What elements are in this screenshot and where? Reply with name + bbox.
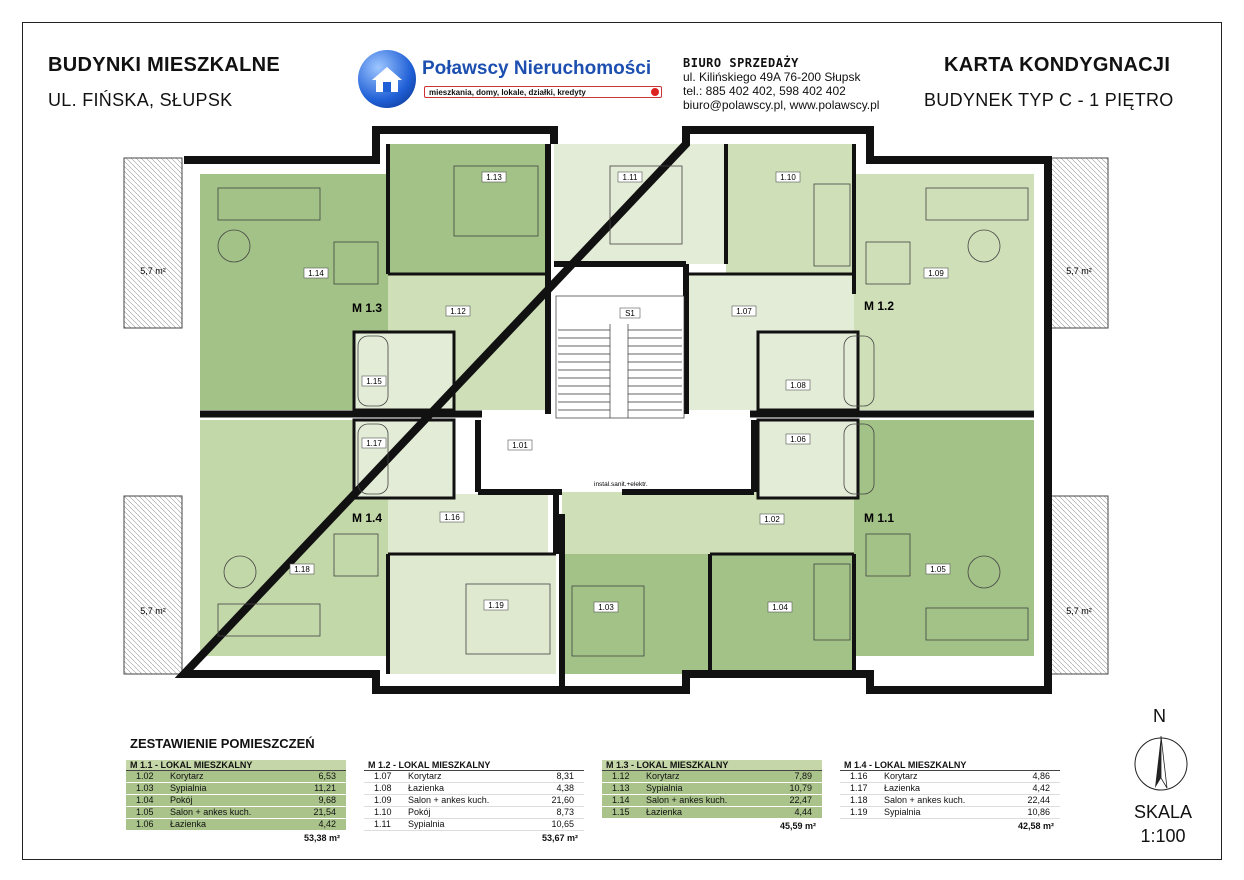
table-row: 1.15 Łazienka 4,44 [602,807,822,819]
room-1-16 [388,494,548,554]
table-m13 [602,760,822,833]
apartment-label-m12: M 1.2 [864,299,895,313]
table-row: 1.02 Korytarz 6,53 [126,771,346,783]
north-label: N [1153,706,1166,726]
balcony-area-sw: 5,7 m² [140,606,166,616]
apartment-label-m14: M 1.4 [352,511,383,525]
label-1-19 [484,600,508,610]
label-1-08 [786,380,810,390]
room-label-1-14: 1.14 [308,269,324,278]
room-1-04 [710,554,854,674]
label-1-13 [482,172,506,182]
room-label-1-18: 1.18 [294,565,310,574]
balcony-sw [124,496,182,674]
room-label-s1: S1 [625,309,635,318]
label-1-07 [732,306,756,316]
office-phones: tel.: 885 402 402, 598 402 402 [683,84,846,98]
table-title: M 1.2 - LOKAL MIESZKALNY [364,760,584,771]
label-1-11 [618,172,642,182]
room-1-10 [726,144,854,274]
scale-value: 1:100 [1140,826,1186,846]
label-s1 [620,308,640,318]
room-label-1-19: 1.19 [488,601,504,610]
label-1-06 [786,434,810,444]
label-1-04 [768,602,792,612]
room-label-1-02: 1.02 [764,515,780,524]
label-1-15 [362,376,386,386]
summary-title: ZESTAWIENIE POMIESZCZEŃ [130,736,315,751]
logo-name: Poławscy Nieruchomości [422,58,652,79]
room-label-1-10: 1.10 [780,173,796,182]
table-row: 1.08 Łazienka 4,38 [364,783,584,795]
scale-label: SKALA [1133,802,1193,822]
room-label-1-01: 1.01 [512,441,528,450]
apartment-label-m13: M 1.3 [352,301,383,315]
table-title: M 1.1 - LOKAL MIESZKALNY [126,760,346,771]
room-label-1-15: 1.15 [366,377,382,386]
table-m14 [840,760,1060,833]
balcony-se [1050,496,1108,674]
table-row: 1.10 Pokój 8,73 [364,807,584,819]
label-1-12 [446,306,470,316]
room-label-1-04: 1.04 [772,603,788,612]
room-label-1-17: 1.17 [366,439,382,448]
room-1-19 [388,554,556,674]
room-1-11 [554,144,726,264]
room-1-08 [758,332,858,410]
left-title: BUDYNKI MIESZKALNE [48,54,281,76]
table-row: 1.18 Salon + ankes kuch. 22,44 [840,795,1060,807]
table-row: 1.07 Korytarz 8,31 [364,771,584,783]
room-1-17 [354,420,454,498]
table-row: 1.11 Sypialnia 10,65 [364,819,584,831]
room-label-1-09: 1.09 [928,269,944,278]
label-1-14 [304,268,328,278]
room-1-09 [854,174,1034,410]
table-title: M 1.4 - LOKAL MIESZKALNY [840,760,1060,771]
room-1-05 [854,420,1034,656]
room-label-1-13: 1.13 [486,173,502,182]
table-row: 1.06 Łazienka 4,42 [126,819,346,831]
label-1-16 [440,512,464,522]
logo-tagline-bar [424,86,662,98]
table-row: 1.12 Korytarz 7,89 [602,771,822,783]
room-label-1-08: 1.08 [790,381,806,390]
balcony-nw [124,158,182,328]
room-label-1-16: 1.16 [444,513,460,522]
right-title: KARTA KONDYGNACJI [944,54,1171,76]
table-total: 53,67 m² [541,833,578,843]
north-arrow [1133,706,1189,790]
apartment-label-m11: M 1.1 [864,511,895,525]
room-1-06 [758,420,858,498]
compass-icon [1133,728,1189,798]
table-row: 1.17 Łazienka 4,42 [840,783,1060,795]
table-row: 1.14 Salon + ankes kuch. 22,47 [602,795,822,807]
logo-tagline: mieszkania, domy, lokale, działki, kredyty [429,88,586,97]
label-1-18 [290,564,314,574]
company-logo [358,50,668,108]
table-row: 1.19 Sypialnia 10,86 [840,807,1060,819]
office-web: biuro@polawscy.pl, www.polawscy.pl [683,98,880,112]
table-total: 53,38 m² [303,833,340,843]
room-1-13 [388,144,548,274]
room-1-15 [354,332,454,410]
balcony-area-ne: 5,7 m² [1066,266,1092,276]
label-1-03 [594,602,618,612]
installation-label: instal.sanit.+elektr. [594,481,648,488]
table-row: 1.13 Sypialnia 10,79 [602,783,822,795]
room-label-1-06: 1.06 [790,435,806,444]
table-row: 1.04 Pokój 9,68 [126,795,346,807]
table-m11 [126,760,346,845]
room-label-1-03: 1.03 [598,603,614,612]
search-icon [651,88,659,96]
label-1-17 [362,438,386,448]
sales-office [683,56,879,112]
label-1-05 [926,564,950,574]
room-1-02 [562,492,854,554]
table-row: 1.09 Salon + ankes kuch. 21,60 [364,795,584,807]
label-1-01 [508,440,532,450]
house-logo-icon [358,50,416,108]
room-label-1-11: 1.11 [622,173,638,182]
table-row: 1.16 Korytarz 4,86 [840,771,1060,783]
label-1-10 [776,172,800,182]
table-title: M 1.3 - LOKAL MIESZKALNY [602,760,822,771]
table-row: 1.03 Sypialnia 11,21 [126,783,346,795]
floor-plan [122,124,1112,696]
table-total: 45,59 m² [779,821,816,831]
room-label-1-12: 1.12 [450,307,466,316]
left-subtitle: UL. FIŃSKA, SŁUPSK [48,90,233,110]
label-1-02 [760,514,784,524]
balcony-area-nw: 5,7 m² [140,266,166,276]
balcony-ne [1050,158,1108,328]
table-m12 [364,760,584,845]
office-title: BIURO SPRZEDAŻY [683,56,799,70]
office-address: ul. Kilińskiego 49A 76-200 Słupsk [683,70,861,84]
table-total: 42,58 m² [1017,821,1054,831]
room-label-1-07: 1.07 [736,307,752,316]
right-subtitle: BUDYNEK TYP C - 1 PIĘTRO [924,90,1174,110]
room-label-1-05: 1.05 [930,565,946,574]
table-row: 1.05 Salon + ankes kuch. 21,54 [126,807,346,819]
balcony-area-se: 5,7 m² [1066,606,1092,616]
scale [1125,800,1201,848]
label-1-09 [924,268,948,278]
